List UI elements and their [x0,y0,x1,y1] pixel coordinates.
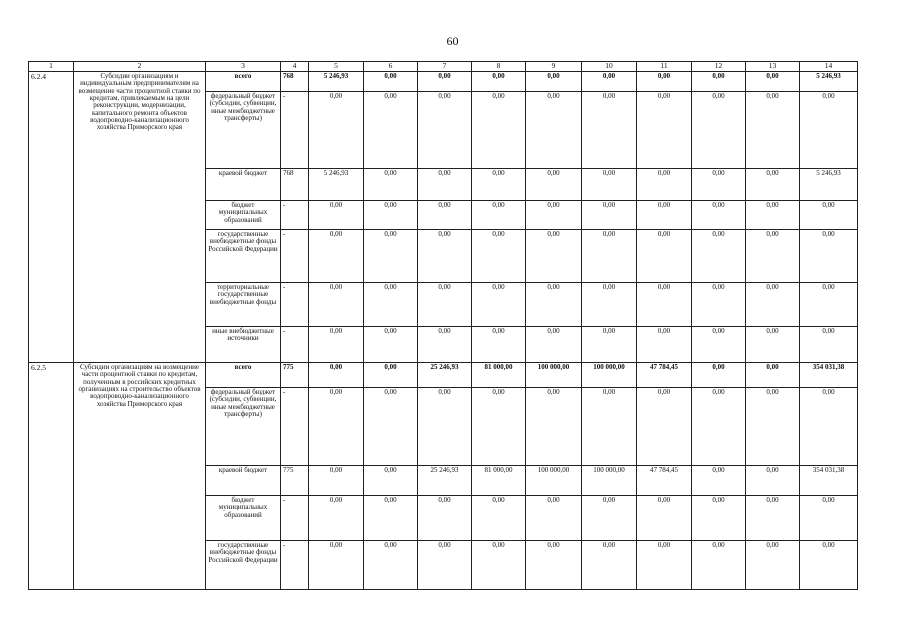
amount-value: 0,00 [472,230,526,283]
item-title: Субсидии организациям на возмещение части процентной ставки по кредитам, полученным в российских кредитных организациях на строительство объектов водопроводно-канализационного хозяйства Приморского края [74,363,206,590]
code-value: - [281,496,309,541]
amount-value: 100 000,00 [582,466,637,496]
column-number-cell: 8 [472,62,526,72]
amount-value: 0,00 [472,283,526,327]
amount-value: 0,00 [746,496,800,541]
amount-value: 0,00 [582,201,637,230]
amount-value: 0,00 [526,201,582,230]
amount-value: 0,00 [364,230,418,283]
column-number-cell: 6 [364,62,418,72]
amount-value: 0,00 [637,201,692,230]
amount-value: 0,00 [746,92,800,169]
amount-value: 0,00 [582,92,637,169]
column-number-cell: 14 [800,62,858,72]
amount-value: 5 246,93 [309,169,364,201]
funding-source: всего [206,363,281,388]
amount-value: 0,00 [746,363,800,388]
column-number-row [29,62,858,72]
amount-value: 0,00 [418,496,472,541]
amount-value: 0,00 [746,201,800,230]
amount-value: 0,00 [800,230,858,283]
item-code: 6.2.4 [29,72,74,363]
amount-value: 0,00 [418,541,472,590]
amount-value: 0,00 [309,92,364,169]
amount-value: 0,00 [746,327,800,363]
amount-value: 0,00 [692,230,746,283]
code-value: - [281,201,309,230]
funding-source: иные внебюджетные источники [206,327,281,363]
amount-value: 0,00 [364,283,418,327]
amount-value: 0,00 [472,92,526,169]
funding-source: краевой бюджет [206,169,281,201]
amount-value: 0,00 [582,496,637,541]
amount-value: 5 246,93 [800,169,858,201]
amount-value: 0,00 [309,388,364,466]
amount-value: 0,00 [746,466,800,496]
funding-source: бюджет муниципальных образований [206,201,281,230]
amount-value: 0,00 [472,496,526,541]
amount-value: 0,00 [800,92,858,169]
column-number-cell: 3 [206,62,281,72]
amount-value: 25 246,93 [418,466,472,496]
amount-value: 0,00 [692,92,746,169]
column-number-cell: 2 [74,62,206,72]
amount-value: 0,00 [800,496,858,541]
amount-value: 0,00 [364,466,418,496]
amount-value: 0,00 [746,230,800,283]
amount-value: 0,00 [692,327,746,363]
amount-value: 0,00 [582,283,637,327]
amount-value: 0,00 [364,541,418,590]
amount-value: 0,00 [526,72,582,92]
amount-value: 81 000,00 [472,363,526,388]
amount-value: 0,00 [526,541,582,590]
code-value: - [281,230,309,283]
amount-value: 0,00 [364,169,418,201]
amount-value: 0,00 [526,327,582,363]
column-number-cell: 9 [526,62,582,72]
amount-value: 0,00 [309,201,364,230]
amount-value: 0,00 [582,169,637,201]
amount-value: 0,00 [637,230,692,283]
amount-value: 0,00 [582,72,637,92]
column-number-cell: 5 [309,62,364,72]
page-number: 60 [446,34,459,48]
amount-value: 0,00 [526,92,582,169]
amount-value: 0,00 [637,496,692,541]
amount-value: 0,00 [692,201,746,230]
amount-value: 0,00 [418,388,472,466]
code-value: 775 [281,363,309,388]
funding-source: бюджет муниципальных образований [206,496,281,541]
amount-value: 0,00 [526,388,582,466]
funding-source: федеральный бюджет (субсидии, субвенции, иные межбюджетные трансферты) [206,92,281,169]
amount-value: 0,00 [692,363,746,388]
amount-value: 0,00 [472,541,526,590]
amount-value: 25 246,93 [418,363,472,388]
funding-source: территориальные государственные внебюджетные фонды [206,283,281,327]
amount-value: 0,00 [526,283,582,327]
amount-value: 0,00 [309,327,364,363]
budget-table [28,61,858,590]
amount-value: 0,00 [800,201,858,230]
amount-value: 0,00 [800,388,858,466]
code-value: - [281,388,309,466]
code-value: 768 [281,169,309,201]
amount-value: 0,00 [364,496,418,541]
amount-value: 0,00 [526,496,582,541]
funding-source: федеральный бюджет (субсидии, субвенции, иные межбюджетные трансферты) [206,388,281,466]
amount-value: 0,00 [472,388,526,466]
column-number-cell: 12 [692,62,746,72]
amount-value: 0,00 [309,496,364,541]
amount-value: 0,00 [472,169,526,201]
amount-value: 354 031,38 [800,363,858,388]
amount-value: 100 000,00 [582,363,637,388]
amount-value: 0,00 [692,72,746,92]
code-value: - [281,92,309,169]
amount-value: 5 246,93 [800,72,858,92]
amount-value: 0,00 [692,388,746,466]
table-row [29,72,858,92]
column-number-cell: 7 [418,62,472,72]
amount-value: 354 031,38 [800,466,858,496]
amount-value: 0,00 [418,327,472,363]
amount-value: 0,00 [309,541,364,590]
amount-value: 0,00 [637,541,692,590]
amount-value: 0,00 [692,283,746,327]
amount-value: 0,00 [309,363,364,388]
code-value: - [281,283,309,327]
amount-value: 0,00 [692,169,746,201]
amount-value: 0,00 [309,466,364,496]
amount-value: 0,00 [746,72,800,92]
amount-value: 0,00 [637,388,692,466]
amount-value: 0,00 [526,230,582,283]
amount-value: 0,00 [582,541,637,590]
funding-source: всего [206,72,281,92]
code-value: - [281,327,309,363]
amount-value: 0,00 [746,283,800,327]
amount-value: 47 784,45 [637,466,692,496]
amount-value: 0,00 [418,230,472,283]
amount-value: 0,00 [418,169,472,201]
amount-value: 0,00 [746,169,800,201]
amount-value: 0,00 [364,72,418,92]
amount-value: 0,00 [418,72,472,92]
amount-value: 0,00 [800,283,858,327]
amount-value: 0,00 [637,92,692,169]
amount-value: 0,00 [800,327,858,363]
amount-value: 0,00 [418,92,472,169]
amount-value: 0,00 [309,283,364,327]
amount-value: 0,00 [582,327,637,363]
column-number-cell: 10 [582,62,637,72]
amount-value: 0,00 [692,496,746,541]
column-number-cell: 13 [746,62,800,72]
code-value: 775 [281,466,309,496]
amount-value: 47 784,45 [637,363,692,388]
funding-source: государственные внебюджетные фонды Российской Федерации [206,230,281,283]
amount-value: 0,00 [637,283,692,327]
amount-value: 5 246,93 [309,72,364,92]
amount-value: 0,00 [746,541,800,590]
amount-value: 0,00 [582,388,637,466]
amount-value: 100 000,00 [526,466,582,496]
amount-value: 0,00 [364,388,418,466]
amount-value: 0,00 [364,327,418,363]
amount-value: 0,00 [692,541,746,590]
amount-value: 0,00 [637,327,692,363]
amount-value: 0,00 [472,327,526,363]
amount-value: 0,00 [582,230,637,283]
amount-value: 0,00 [637,169,692,201]
item-code: 6.2.5 [29,363,74,590]
column-number-cell: 11 [637,62,692,72]
amount-value: 0,00 [472,72,526,92]
funding-source: государственные внебюджетные фонды Российской Федерации [206,541,281,590]
amount-value: 81 000,00 [472,466,526,496]
amount-value: 0,00 [472,201,526,230]
funding-source: краевой бюджет [206,466,281,496]
item-title: Субсидии организациям и индивидуальным предпринимателям на возмещение части процентной ставки по кредитам, привлекаемым на цели реконструкции, модернизации, капитального ремонта объектов водопроводно-канализационного хозяйства Приморского края [74,72,206,363]
table-row [29,363,858,388]
amount-value: 0,00 [364,363,418,388]
amount-value: 0,00 [309,230,364,283]
amount-value: 0,00 [637,72,692,92]
amount-value: 0,00 [800,541,858,590]
amount-value: 100 000,00 [526,363,582,388]
code-value: - [281,541,309,590]
column-number-cell: 1 [29,62,74,72]
code-value: 768 [281,72,309,92]
amount-value: 0,00 [692,466,746,496]
amount-value: 0,00 [364,201,418,230]
amount-value: 0,00 [418,201,472,230]
amount-value: 0,00 [364,92,418,169]
amount-value: 0,00 [418,283,472,327]
column-number-cell: 4 [281,62,309,72]
amount-value: 0,00 [746,388,800,466]
amount-value: 0,00 [526,169,582,201]
